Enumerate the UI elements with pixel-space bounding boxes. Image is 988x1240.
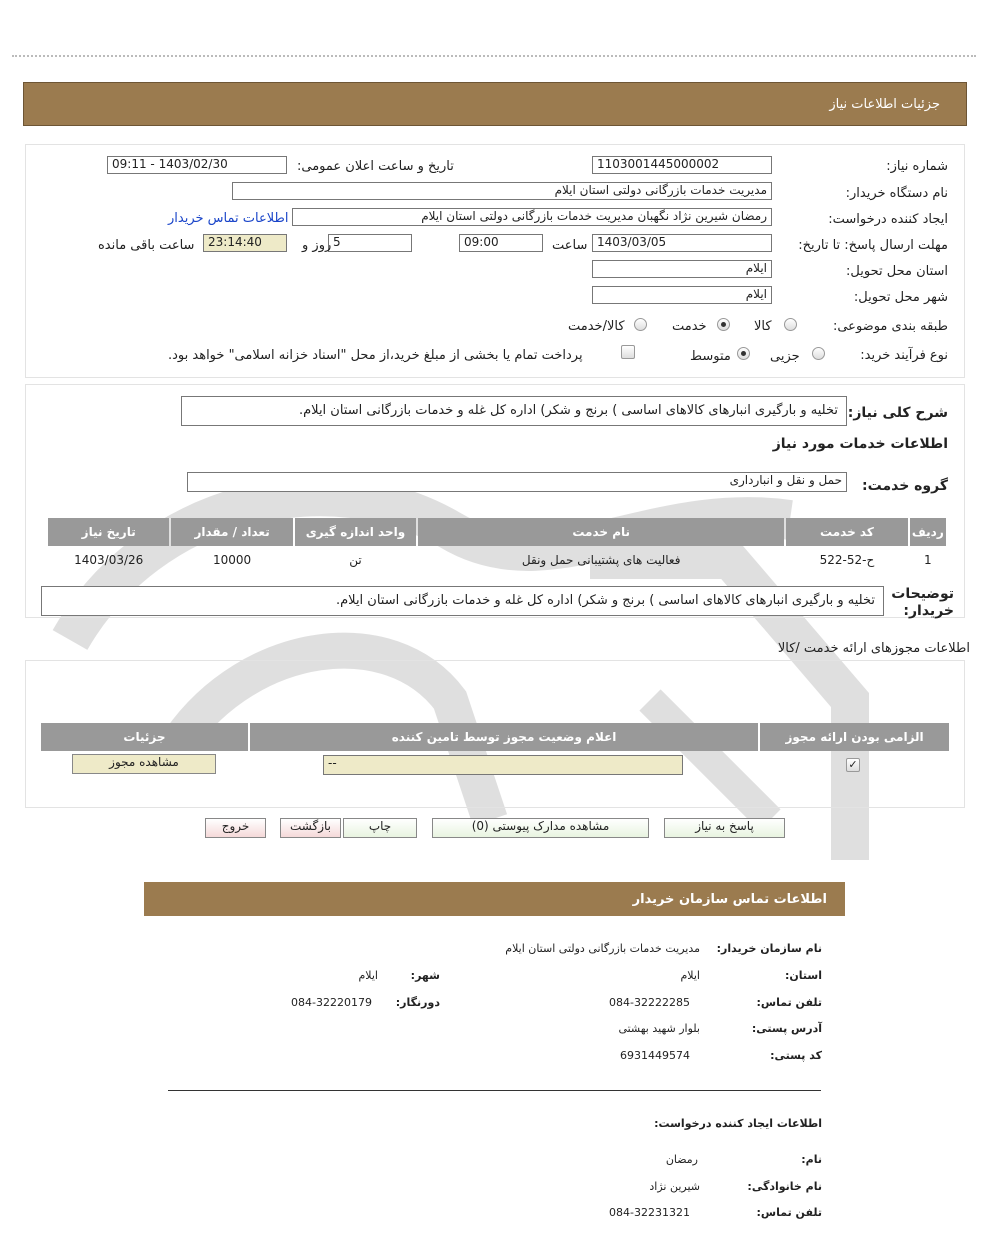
contact-province-label: استان: — [785, 969, 822, 982]
buyer-notes-label-2: خریدار: — [903, 603, 954, 619]
attachments-button[interactable]: مشاهده مدارک پیوستی (0) — [432, 818, 649, 838]
buyer-org-label: نام دستگاه خریدار: — [845, 186, 948, 201]
description-label: شرح کلی نیاز: — [847, 405, 948, 421]
back-button[interactable]: بازگشت — [280, 818, 341, 838]
creator-phone-label: تلفن تماس: — [756, 1206, 822, 1219]
contact-fax-label: دورنگار: — [395, 996, 440, 1009]
province-field: ایلام — [592, 260, 772, 278]
creator-family-label: نام خانوادگی: — [747, 1180, 822, 1193]
col-service-code: کد خدمت — [786, 518, 907, 546]
creator-info-title: اطلاعات ایجاد کننده درخواست: — [654, 1117, 822, 1130]
creator-name-label: نام: — [801, 1153, 822, 1166]
col-row: ردیف — [910, 518, 946, 546]
contact-fax-value: 084-32220179 — [291, 996, 372, 1009]
buyer-notes-label-1: توضیحات — [891, 586, 954, 602]
service-group-field: حمل و نقل و انبارداری — [187, 472, 847, 492]
category-goods-radio[interactable] — [784, 318, 797, 331]
hour-label: ساعت — [552, 238, 588, 253]
contact-divider — [168, 1090, 821, 1091]
creator-field: رمضان شیرین نژاد نگهبان مدیریت خدمات بازرگانی دولتی استان ایلام — [292, 208, 772, 226]
category-service-radio[interactable] — [717, 318, 730, 331]
contact-city-value: ایلام — [358, 969, 378, 982]
contact-postal-label: کد پستی: — [770, 1049, 822, 1062]
col-permit-details: جزئیات — [41, 723, 248, 751]
cell-row: 1 — [923, 553, 932, 567]
contact-phone-value: 084-32222285 — [609, 996, 690, 1009]
view-permit-button[interactable]: مشاهده مجوز — [72, 754, 216, 774]
permits-title: اطلاعات مجوزهای ارائه خدمت /کالا — [777, 641, 970, 656]
treasury-payment-checkbox[interactable] — [621, 345, 635, 359]
col-permit-status: اعلام وضعیت مجوز توسط تامین کننده — [250, 723, 758, 751]
category-both-label: کالا/خدمت — [568, 319, 625, 334]
contact-address-value: بلوار شهید بهشتی — [618, 1022, 700, 1035]
description-field: تخلیه و بارگیری انبارهای کالاهای اساسی ) برنج و شکر) اداره کل غله و خدمات بازرگانی استان ایلام. — [181, 396, 847, 426]
category-service-label: خدمت — [672, 319, 707, 334]
process-label: نوع فرآیند خرید: — [860, 348, 948, 363]
province-label: استان محل تحویل: — [846, 264, 948, 279]
creator-family-value: شیرین نژاد — [649, 1180, 700, 1193]
cell-service-name: فعالیت های پشتیبانی حمل ونقل — [521, 553, 681, 567]
category-goods-label: کالا — [754, 319, 772, 334]
remaining-time-field: 23:14:40 — [203, 234, 287, 252]
need-number-field: 1103001445000002 — [592, 156, 772, 174]
col-quantity: تعداد / مقدار — [171, 518, 292, 546]
need-number-label: شماره نیاز: — [886, 159, 948, 174]
cell-quantity: 10000 — [212, 553, 252, 567]
buyer-org-field: مدیریت خدمات بازرگانی دولتی استان ایلام — [232, 182, 772, 200]
need-info-panel — [25, 144, 965, 378]
process-medium-label: متوسط — [690, 349, 731, 364]
creator-phone-value: 084-32231321 — [609, 1206, 690, 1219]
print-button[interactable]: چاپ — [343, 818, 417, 838]
city-field: ایلام — [592, 286, 772, 304]
contact-city-label: شهر: — [410, 969, 440, 982]
services-table — [46, 516, 948, 574]
process-minor-radio[interactable] — [812, 347, 825, 360]
exit-button[interactable]: خروج — [205, 818, 266, 838]
deadline-label: مهلت ارسال پاسخ: تا تاریخ: — [798, 238, 948, 253]
buyer-notes-field: تخلیه و بارگیری انبارهای کالاهای اساسی ) برنج و شکر) اداره کل غله و خدمات بازرگانی استان ایلام. — [41, 586, 884, 616]
category-both-radio[interactable] — [634, 318, 647, 331]
announce-date-field: 1403/02/30 - 09:11 — [107, 156, 287, 174]
page-title: جزئیات اطلاعات نیاز — [829, 97, 940, 112]
announce-label: تاریخ و ساعت اعلان عمومی: — [297, 159, 454, 174]
contact-province-value: ایلام — [680, 969, 700, 982]
days-label: روز و — [302, 238, 332, 253]
deadline-time-field: 09:00 — [459, 234, 543, 252]
cell-unit: تن — [349, 553, 362, 567]
buyer-contact-link[interactable]: اطلاعات تماس خریدار — [168, 211, 289, 226]
col-service-name: نام خدمت — [418, 518, 784, 546]
permit-required-checkbox[interactable]: ✓ — [846, 758, 860, 772]
contact-header — [144, 882, 845, 916]
deadline-date-field: 1403/03/05 — [592, 234, 772, 252]
category-label: طبقه بندی موضوعی: — [832, 319, 948, 334]
payment-note: پرداخت تمام یا بخشی از مبلغ خرید،از محل "اسناد خزانه اسلامی" خواهد بود. — [168, 348, 583, 363]
contact-postal-value: 6931449574 — [620, 1049, 690, 1062]
remaining-label: ساعت باقی مانده — [98, 238, 195, 253]
col-permit-required: الزامی بودن ارائه مجوز — [760, 723, 949, 751]
contact-phone-label: تلفن تماس: — [756, 996, 822, 1009]
service-group-label: گروه خدمت: — [862, 478, 948, 494]
contact-address-label: آدرس پستی: — [751, 1022, 822, 1035]
city-label: شهر محل تحویل: — [853, 290, 948, 305]
col-unit: واحد اندازه گیری — [295, 518, 416, 546]
top-divider — [12, 55, 976, 57]
days-field: 5 — [328, 234, 412, 252]
process-medium-radio[interactable] — [737, 347, 750, 360]
contact-org-label: نام سازمان خریدار: — [716, 942, 822, 955]
creator-name-value: رمضان — [665, 1153, 698, 1166]
col-need-date: تاریخ نیاز — [48, 518, 169, 546]
services-title: اطلاعات خدمات مورد نیاز — [772, 436, 948, 452]
contact-title: اطلاعات تماس سازمان خریدار — [632, 892, 827, 907]
cell-service-code: ح-52-522 — [819, 553, 875, 567]
permit-status-input[interactable]: -- — [323, 755, 683, 775]
cell-need-date: 1403/03/26 — [74, 553, 144, 567]
process-minor-label: جزیی — [770, 349, 800, 364]
creator-label: ایجاد کننده درخواست: — [828, 212, 948, 227]
contact-org-value: مدیریت خدمات بازرگانی دولتی استان ایلام — [505, 942, 700, 955]
page-header — [23, 82, 967, 126]
reply-button[interactable]: پاسخ به نیاز — [664, 818, 785, 838]
table-row — [48, 548, 946, 572]
